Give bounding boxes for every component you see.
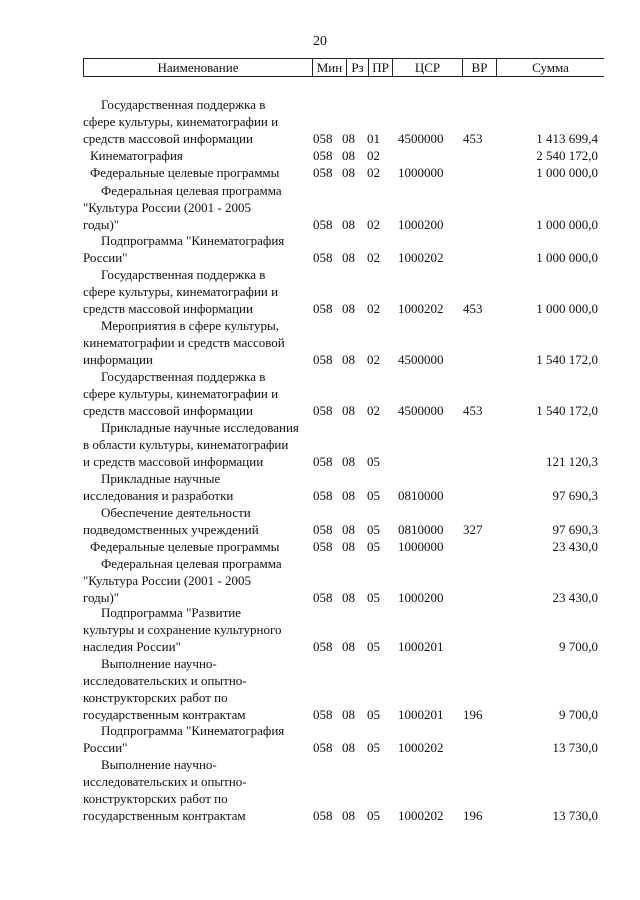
row-sum: 97 690,3 — [552, 488, 598, 503]
row-vr: 327 — [463, 522, 483, 537]
row-pr: 05 — [367, 740, 380, 755]
row-rz: 08 — [342, 808, 355, 823]
row-name: Кинематография — [90, 148, 183, 163]
row-csr: 4500000 — [398, 131, 444, 146]
row-sum: 23 430,0 — [552, 590, 598, 605]
table-row — [0, 182, 640, 233]
header-min: Мин — [312, 59, 346, 76]
row-name: Выполнение научно- исследовательских и опытно- конструкторских работ по государственным контрактам — [83, 656, 247, 722]
row-rz: 08 — [342, 250, 355, 265]
row-name: Федеральная целевая программа "Культура России (2001 - 2005 годы)" — [83, 183, 282, 232]
row-sum: 13 730,0 — [552, 808, 598, 823]
row-vr: 453 — [463, 301, 483, 316]
row-sum: 121 120,3 — [546, 454, 598, 469]
row-pr: 02 — [367, 250, 380, 265]
row-rz: 08 — [342, 131, 355, 146]
row-pr: 02 — [367, 301, 380, 316]
row-csr: 0810000 — [398, 488, 444, 503]
row-name: Государственная поддержка в сфере культуры, кинематографии и средств массовой информации — [83, 369, 279, 418]
row-rz: 08 — [342, 301, 355, 316]
row-vr: 453 — [463, 403, 483, 418]
row-min: 058 — [313, 639, 333, 654]
row-pr: 05 — [367, 522, 380, 537]
row-csr: 1000200 — [398, 217, 444, 232]
table-row — [0, 604, 640, 655]
row-csr: 0810000 — [398, 522, 444, 537]
row-pr: 05 — [367, 639, 380, 654]
row-csr: 4500000 — [398, 352, 444, 367]
row-name: Прикладные научные исследования в области культуры, кинематографии и средств массовой информации — [83, 420, 299, 469]
row-min: 058 — [313, 808, 333, 823]
row-name: Государственная поддержка в сфере культуры, кинематографии и средств массовой информации — [83, 267, 279, 316]
row-sum: 1 000 000,0 — [536, 301, 598, 316]
row-min: 058 — [313, 590, 333, 605]
header-csr: ЦСР — [392, 59, 462, 76]
row-csr: 1000201 — [398, 707, 444, 722]
row-rz: 08 — [342, 165, 355, 180]
row-sum: 1 540 172,0 — [536, 403, 598, 418]
header-vr: ВР — [462, 59, 496, 76]
row-name: Обеспечение деятельности подведомственных учреждений — [83, 505, 259, 537]
row-min: 058 — [313, 217, 333, 232]
row-csr: 4500000 — [398, 403, 444, 418]
row-pr: 02 — [367, 148, 380, 163]
row-csr: 1000202 — [398, 740, 444, 755]
row-min: 058 — [313, 352, 333, 367]
row-min: 058 — [313, 148, 333, 163]
table-row — [0, 756, 640, 824]
row-name: Государственная поддержка в сфере культуры, кинематографии и средств массовой информации — [83, 97, 279, 146]
row-min: 058 — [313, 740, 333, 755]
row-pr: 05 — [367, 539, 380, 554]
row-sum: 9 700,0 — [559, 639, 598, 654]
table-row — [0, 538, 640, 555]
row-pr: 05 — [367, 488, 380, 503]
row-rz: 08 — [342, 403, 355, 418]
row-name: Подпрограмма "Развитие культуры и сохранение культурного наследия России" — [83, 605, 282, 654]
row-min: 058 — [313, 301, 333, 316]
table-row — [0, 147, 640, 164]
row-rz: 08 — [342, 707, 355, 722]
row-vr: 196 — [463, 707, 483, 722]
row-sum: 1 000 000,0 — [536, 217, 598, 232]
row-vr: 196 — [463, 808, 483, 823]
row-sum: 2 540 172,0 — [536, 148, 598, 163]
row-pr: 05 — [367, 808, 380, 823]
row-csr: 1000000 — [398, 539, 444, 554]
row-min: 058 — [313, 454, 333, 469]
header-pr: ПР — [368, 59, 392, 76]
row-name: Подпрограмма "Кинематография России" — [83, 233, 285, 265]
row-min: 058 — [313, 165, 333, 180]
table-row — [0, 504, 640, 538]
row-pr: 05 — [367, 707, 380, 722]
table-row — [0, 470, 640, 504]
row-sum: 1 540 172,0 — [536, 352, 598, 367]
table-row — [0, 164, 640, 181]
row-csr: 1000202 — [398, 808, 444, 823]
row-pr: 02 — [367, 217, 380, 232]
row-sum: 9 700,0 — [559, 707, 598, 722]
table-row — [0, 419, 640, 470]
row-pr: 02 — [367, 352, 380, 367]
row-min: 058 — [313, 488, 333, 503]
row-rz: 08 — [342, 522, 355, 537]
row-min: 058 — [313, 403, 333, 418]
row-name: Прикладные научные исследования и разработки — [83, 471, 234, 503]
row-csr: 1000000 — [398, 165, 444, 180]
table-row — [0, 368, 640, 419]
table-row — [0, 317, 640, 368]
row-name: Выполнение научно- исследовательских и опытно- конструкторских работ по государственным контрактам — [83, 757, 247, 823]
row-rz: 08 — [342, 639, 355, 654]
table-row — [0, 555, 640, 606]
row-name: Федеральная целевая программа "Культура России (2001 - 2005 годы)" — [83, 556, 282, 605]
row-min: 058 — [313, 250, 333, 265]
row-csr: 1000202 — [398, 301, 444, 316]
table-row — [0, 655, 640, 723]
table-row — [0, 232, 640, 266]
row-pr: 05 — [367, 590, 380, 605]
row-sum: 1 413 699,4 — [536, 131, 598, 146]
row-sum: 97 690,3 — [552, 522, 598, 537]
row-pr: 02 — [367, 403, 380, 418]
row-min: 058 — [313, 522, 333, 537]
row-rz: 08 — [342, 454, 355, 469]
row-sum: 1 000 000,0 — [536, 250, 598, 265]
header-sum: Сумма — [496, 59, 604, 76]
page-number: 20 — [313, 34, 327, 49]
row-pr: 01 — [367, 131, 380, 146]
row-pr: 05 — [367, 454, 380, 469]
header-name: Наименование — [157, 60, 239, 75]
row-sum: 23 430,0 — [552, 539, 598, 554]
row-rz: 08 — [342, 590, 355, 605]
table-row — [0, 96, 640, 147]
row-rz: 08 — [342, 740, 355, 755]
row-csr: 1000200 — [398, 590, 444, 605]
row-csr: 1000201 — [398, 639, 444, 654]
row-name: Федеральные целевые программы — [90, 539, 280, 554]
row-min: 058 — [313, 131, 333, 146]
row-csr: 1000202 — [398, 250, 444, 265]
row-min: 058 — [313, 539, 333, 554]
header-rz: Рз — [346, 59, 368, 76]
row-rz: 08 — [342, 352, 355, 367]
row-sum: 1 000 000,0 — [536, 165, 598, 180]
row-min: 058 — [313, 707, 333, 722]
row-rz: 08 — [342, 217, 355, 232]
row-rz: 08 — [342, 148, 355, 163]
row-sum: 13 730,0 — [552, 740, 598, 755]
row-name: Подпрограмма "Кинематография России" — [83, 723, 285, 755]
row-rz: 08 — [342, 539, 355, 554]
row-pr: 02 — [367, 165, 380, 180]
row-name: Федеральные целевые программы — [90, 165, 280, 180]
table-row — [0, 722, 640, 756]
row-vr: 453 — [463, 131, 483, 146]
row-rz: 08 — [342, 488, 355, 503]
table-row — [0, 266, 640, 317]
row-name: Мероприятия в сфере культуры, кинематографии и средств массовой информации — [83, 318, 285, 367]
